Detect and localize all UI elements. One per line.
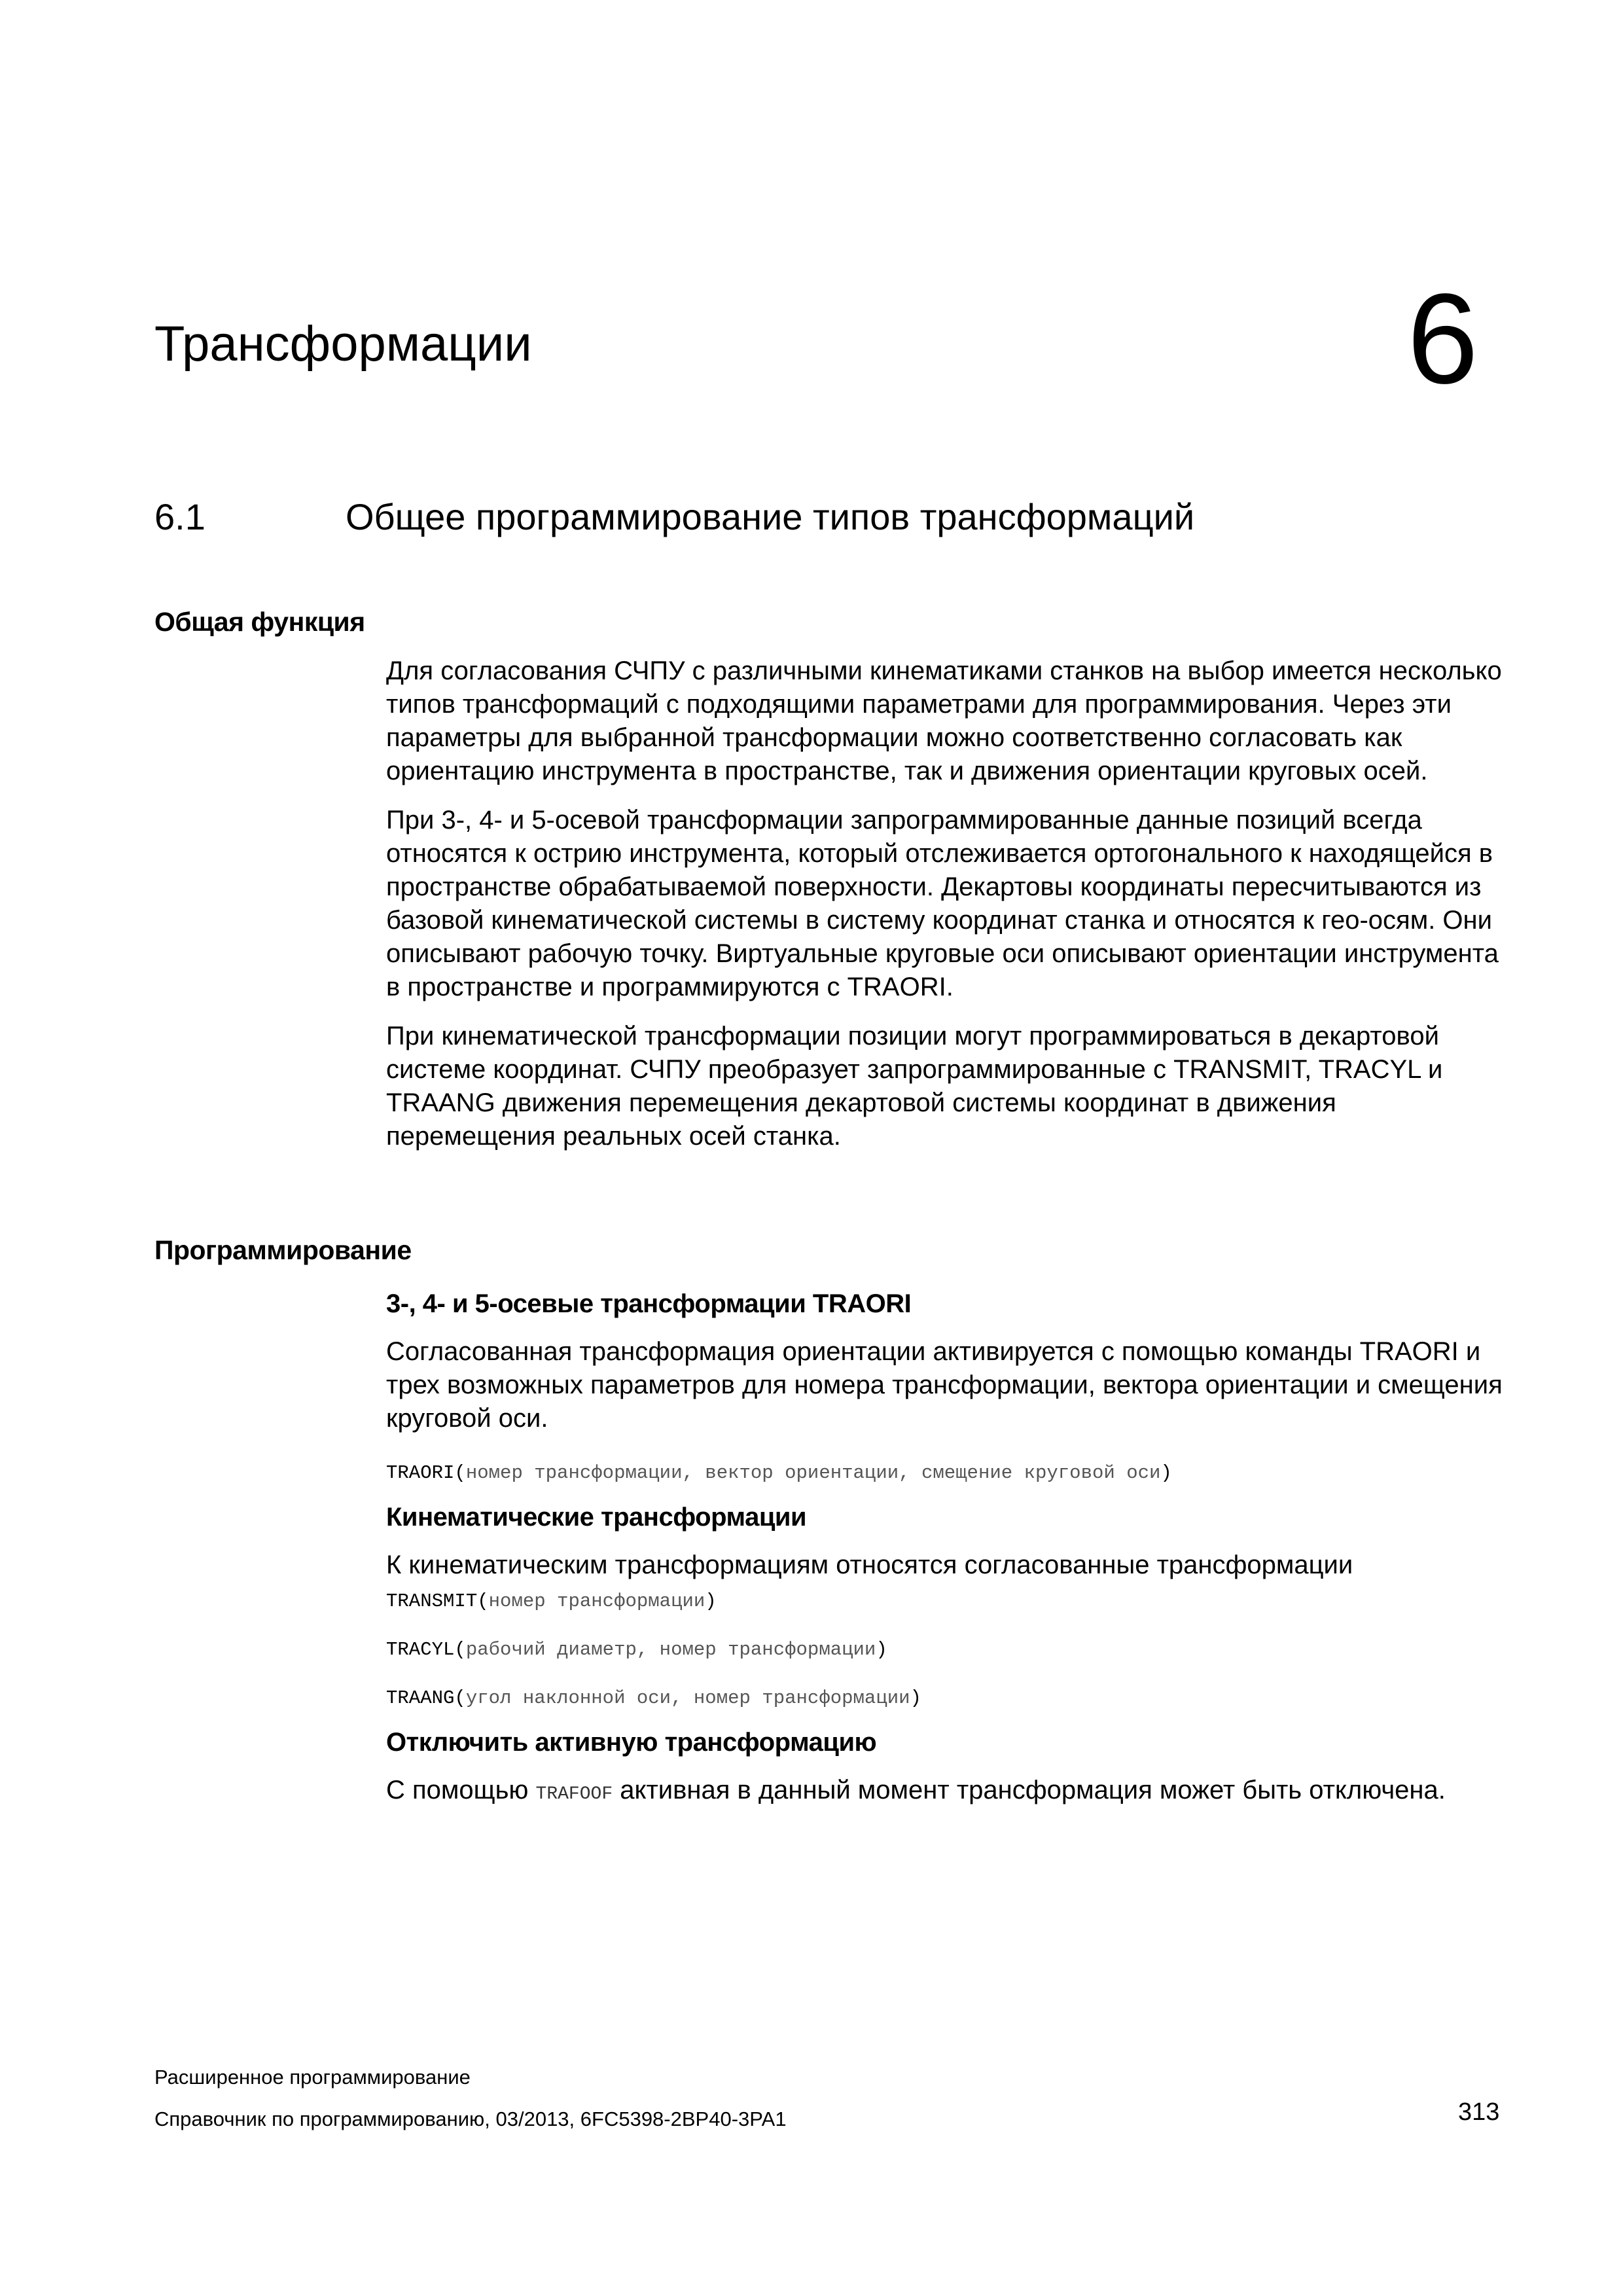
code-params: номер трансформации, вектор ориентации, смещение круговой оси (465, 1462, 1161, 1484)
traang-code (386, 1689, 921, 1708)
code-command: TRAORI( (386, 1462, 466, 1484)
paragraph: Согласованная трансформация ориентации активируется с помощью команды TRAORI и трех возможных параметров для номера трансформации, вектора ориентации и смещения круговой оси. (386, 1337, 1503, 1433)
footer-book-title: Расширенное программирование (154, 2066, 471, 2089)
trafoof-code: TRAFOOF (535, 1784, 613, 1804)
code-params: номер трансформации (488, 1590, 705, 1612)
code-close: ) (876, 1639, 887, 1660)
section-title: Общее программирование типов трансформаций (346, 496, 1195, 537)
general-function-heading: Общая функция (154, 607, 365, 637)
code-command: TRACYL( (386, 1639, 466, 1660)
paragraph (386, 1774, 1512, 1811)
kinematic-subheading: Кинематические трансформации (386, 1503, 807, 1532)
code-params: рабочий диаметр, номер трансформации (465, 1639, 876, 1660)
text-before: С помощью (386, 1776, 536, 1804)
disable-text (386, 1774, 1512, 1811)
code-params: угол наклонной оси, номер трансформации (465, 1687, 910, 1709)
text-after: активная в данный момент трансформация может быть отключена. (613, 1776, 1446, 1804)
paragraph: Для согласования СЧПУ с различными кинематиками станков на выбор имеется несколько типов трансформаций с подходящими параметрами для программирования. Через эти параметры для выбранной трансформации можно соответственно согласовать как ориентацию инструмента в пространстве, так и движения ориентации круговых осей. (386, 656, 1502, 785)
code-command: TRAANG( (386, 1687, 466, 1709)
programming-heading: Программирование (154, 1235, 412, 1265)
chapter-title: Трансформации (154, 316, 532, 372)
general-function-body (386, 655, 1512, 1169)
tracyl-code (386, 1640, 887, 1659)
kinematic-text (386, 1549, 1512, 1582)
section-number: 6.1 (154, 496, 205, 537)
page-number: 313 (1458, 2098, 1500, 2126)
footer-reference: Справочник по программированию, 03/2013, 6FC5398-2BP40-3PA1 (154, 2108, 787, 2130)
code-command: TRANSMIT( (386, 1590, 489, 1612)
traori-subheading: 3-, 4- и 5-осевые трансформации TRAORI (386, 1289, 912, 1318)
code-close: ) (705, 1590, 717, 1612)
disable-subheading: Отключить активную трансформацию (386, 1728, 877, 1757)
paragraph: При кинематической трансформации позиции могут программироваться в декартовой системе координат. СЧПУ преобразует запрограммированные с TRANSMIT, TRACYL и TRAANG движения перемещения декартовой системы координат в движения перемещения реальных осей станка. (386, 1022, 1443, 1151)
paragraph: К кинематическим трансформациям относятся согласованные трансформации (386, 1551, 1353, 1579)
transmit-code (386, 1592, 717, 1611)
paragraph: При 3-, 4- и 5-осевой трансформации запрограммированные данные позиций всегда относятся к острию инструмента, который отслеживается ортогонального к находящейся в пространстве обрабатываемой поверхности. Декартовы координаты пересчитываются из базовой кинематической системы в систему координат станка и относятся к гео-осям. Они описывают рабочую точку. Виртуальные круговые оси описывают ориентации инструмента в пространстве и программируются с TRAORI. (386, 806, 1499, 1001)
traori-text (386, 1335, 1512, 1435)
code-close: ) (910, 1687, 921, 1709)
traori-code (386, 1463, 1172, 1482)
code-close: ) (1160, 1462, 1172, 1484)
chapter-number: 6 (1407, 267, 1479, 410)
